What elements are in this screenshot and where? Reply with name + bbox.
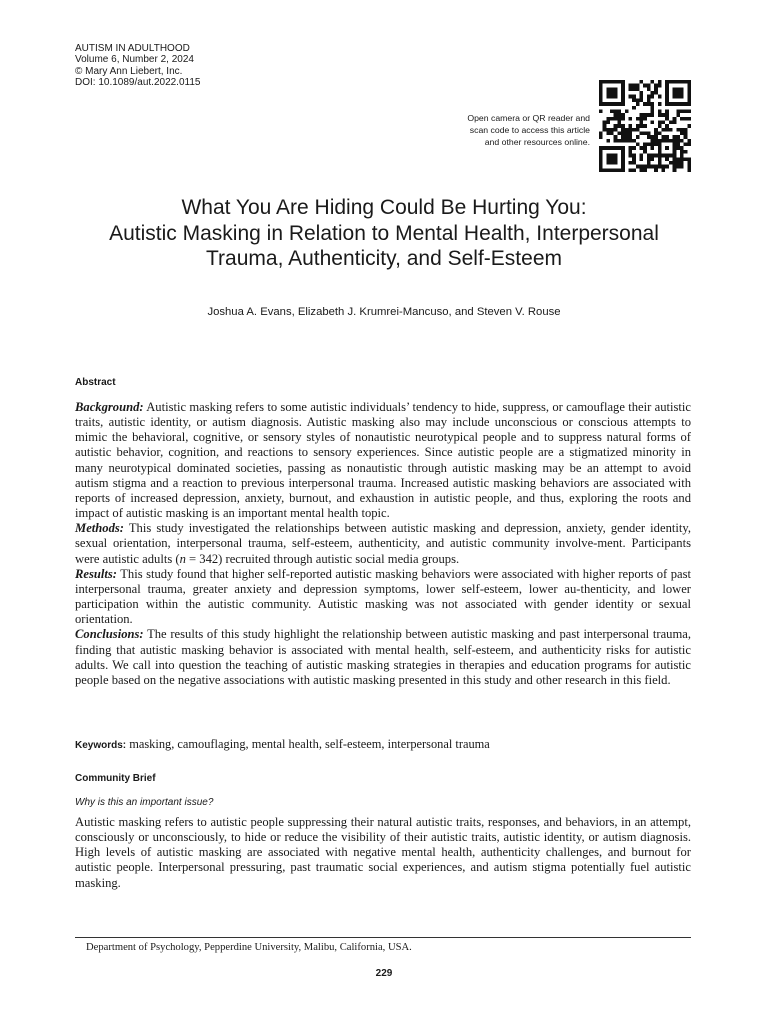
background-text: Autistic masking refers to some autistic individuals’ tendency to hide, suppress, or camouflage their autistic traits, autistic identity, or autism diagnosis. Autistic masking also may include unconscious or conscious attempts to mimic the behavioral, cognitive, or sensory styles of nonautistic neurotypical people and to suppress natural forms of autistic behavior, cognition, and reactions to sensory experiences. Since autistic people are a stigmatized minority in many neurotypical dominated societies, passing as nonautistic through autistic masking may be an attempt to avoid autism stigma and a reaction to previous interpersonal trauma. Increased autistic masking behaviors are associated with reports of increased depression, anxiety, burnout, and exhaustion in autistic people, and thus, exploring the roots and impact of autistic masking is an important mental health topic.: [75, 400, 691, 521]
conclusions-text: The results of this study highlight the relationship between autistic masking and past interpersonal trauma, finding that autistic masking behavior is associated with mental health, self-esteem, and authenticity risks for autistic adults. We call into question the teaching of autistic masking strategies in therapies and education programs for autistic people based on the negative associations with autistic masking presented in this study and other research in this field.: [75, 627, 691, 687]
journal-doi: DOI: 10.1089/aut.2022.0115: [75, 76, 201, 88]
journal-volume: Volume 6, Number 2, 2024: [75, 54, 194, 66]
methods-text: = 342) recruited through autistic social media groups.: [185, 551, 460, 566]
background-label: Background:: [75, 400, 144, 414]
results-text: This study found that higher self-reported autistic masking behaviors were associated with higher reports of past interpersonal trauma, greater anxiety and depression symptoms, lower self-esteem, lower au-thenticity, and lower participation within the autistic community. Autistic masking was not associated with gender identity or sexual orientation.: [75, 566, 691, 627]
abstract-conclusions: [75, 627, 691, 688]
qr-instructions-line: scan code to access this article: [469, 125, 590, 136]
journal-name: AUTISM IN ADULTHOOD: [75, 43, 190, 54]
journal-meta: [75, 43, 200, 88]
qr-code-icon[interactable]: [599, 80, 691, 172]
footnote-divider: [75, 937, 691, 938]
title-line: What You Are Hiding Could Be Hurting You:: [181, 196, 587, 219]
community-brief-body: [75, 815, 691, 891]
keywords-text: masking, camouflaging, mental health, self-esteem, interpersonal trauma: [126, 737, 490, 751]
article-title: [40, 195, 728, 272]
methods-label: Methods:: [75, 521, 124, 536]
abstract-body: [75, 400, 691, 688]
qr-instructions-line: Open camera or QR reader and: [467, 113, 590, 123]
results-label: Results:: [75, 566, 117, 581]
community-brief-heading: Community Brief: [75, 773, 156, 784]
qr-instructions: [390, 112, 590, 149]
journal-copyright: © Mary Ann Liebert, Inc.: [75, 65, 183, 77]
title-line: Trauma, Authenticity, and Self-Esteem: [206, 247, 562, 270]
page-number: 229: [375, 968, 393, 979]
abstract-results: [75, 567, 691, 628]
community-brief-text: Autistic masking refers to autistic people suppressing their natural autistic traits, responses, and behaviors, in an attempt, consciously or unconsciously, to hide or reduce the visibility of their autistic traits, autistic identity, or autism diagnosis. High levels of autistic masking are associated with negative mental health, authenticity challenges, and burnout for autistic people. Interpersonal pressuring, past traumatic social experiences, and autism stigma potentially fuel autistic masking.: [75, 815, 691, 890]
methods-n: n: [179, 551, 186, 566]
keywords: [75, 737, 691, 752]
abstract-heading: Abstract: [75, 377, 116, 388]
methods-text: This study investigated the relationships between autistic masking and depression, anxiety, gender identity, sexual orientation, interpersonal trauma, self-esteem, authenticity, and autistic community involve-ment. Participants were autistic adults (: [75, 521, 691, 566]
abstract-methods: [75, 521, 691, 566]
community-brief-question: Why is this an important issue?: [75, 797, 214, 808]
author-list: Joshua A. Evans, Elizabeth J. Krumrei-Mancuso, and Steven V. Rouse: [207, 306, 561, 318]
author-affiliation: Department of Psychology, Pepperdine University, Malibu, California, USA.: [86, 942, 412, 953]
abstract-background: [75, 400, 691, 521]
title-line: Autistic Masking in Relation to Mental Health, Interpersonal: [109, 221, 659, 245]
conclusions-label: Conclusions:: [75, 627, 144, 642]
qr-instructions-line: and other resources online.: [484, 137, 590, 148]
keywords-label: Keywords:: [75, 740, 127, 751]
